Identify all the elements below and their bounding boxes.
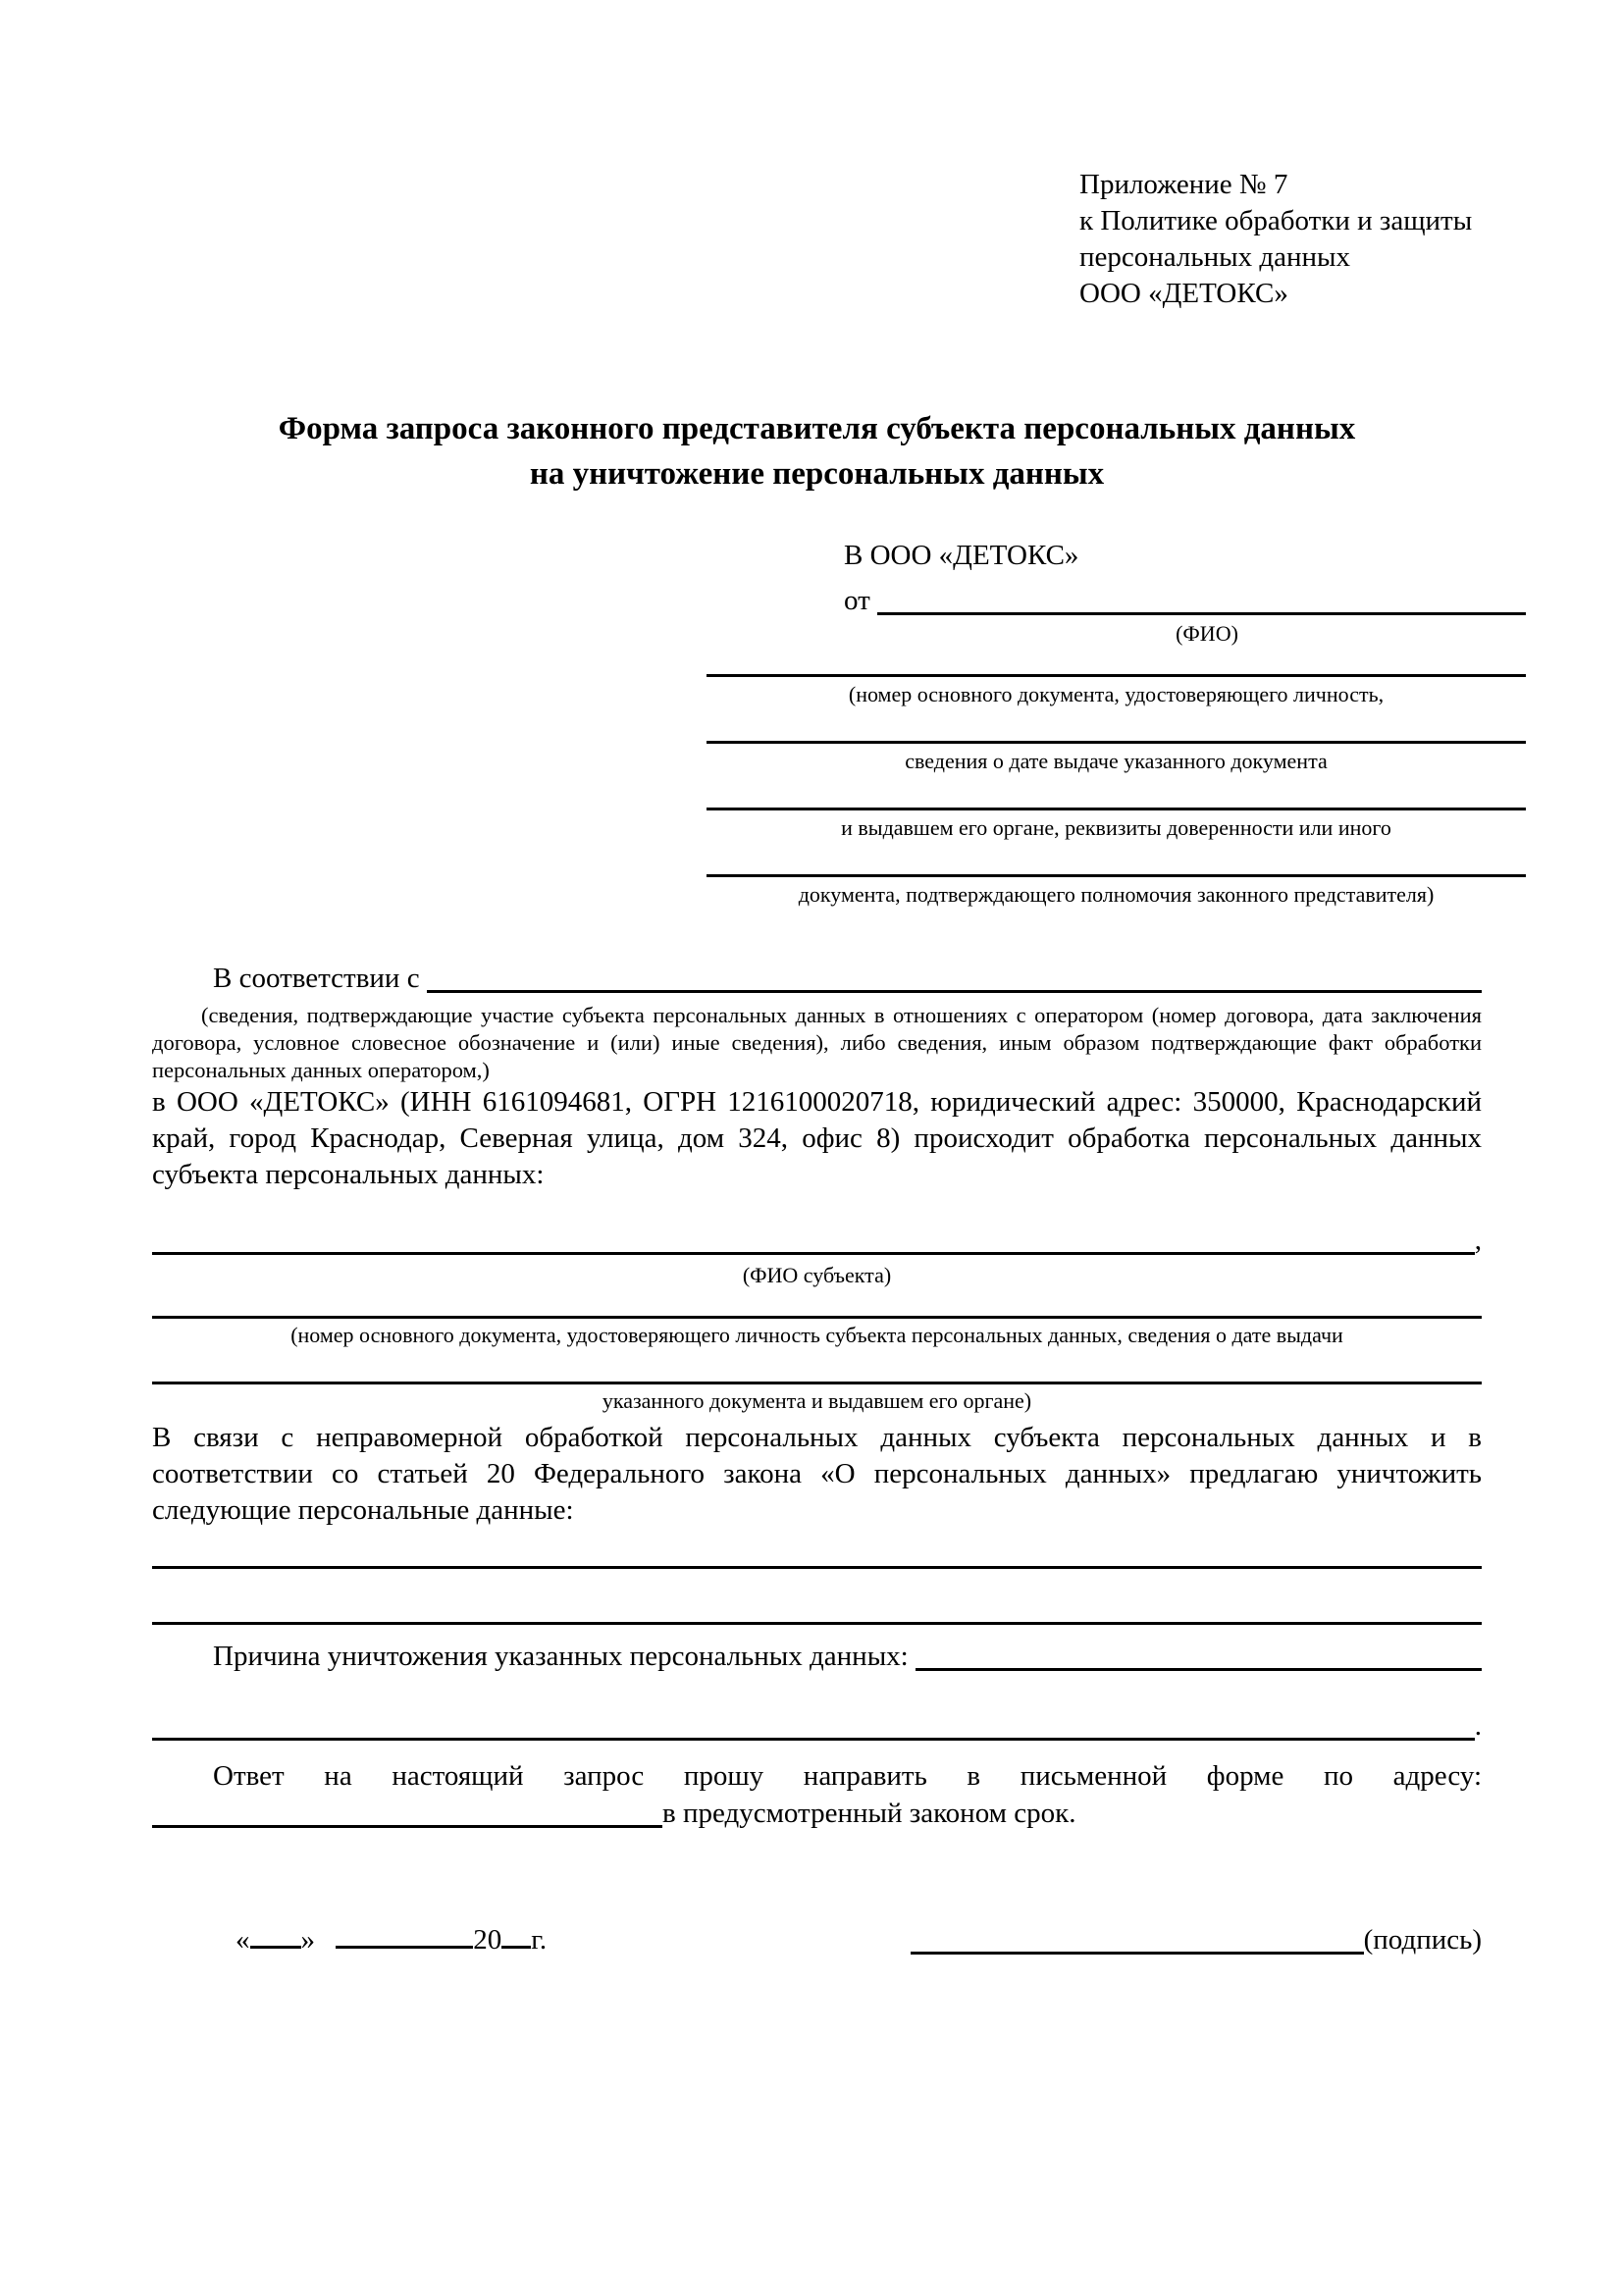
trailing-comma: ,	[1474, 1225, 1482, 1256]
quote-open: «	[236, 1924, 250, 1956]
fio-fill-line	[877, 612, 1526, 615]
subject-doc-line-1	[152, 1316, 1482, 1319]
subject-doc-row	[152, 1316, 1482, 1348]
date-day-line	[250, 1923, 301, 1949]
date-field	[236, 1922, 547, 1958]
reason-continuation-row	[152, 1708, 1482, 1745]
accordance-row	[152, 961, 1482, 997]
document-title	[152, 406, 1482, 496]
signature-line	[911, 1952, 1364, 1955]
subject-doc-caption-1: (номер основного документа, удостоверяющего личность субъекта персональных данных, сведения о дате выдачи	[290, 1323, 1343, 1347]
representative-doc-line	[707, 741, 1526, 744]
representative-doc-line	[707, 808, 1526, 810]
year-prefix: 20	[473, 1924, 502, 1956]
accordance-fill-line	[427, 990, 1482, 993]
document-title-line: на уничтожение персональных данных	[529, 456, 1105, 492]
reply-address-row	[152, 1796, 1482, 1832]
date-year-line	[501, 1923, 531, 1949]
subject-fio-row	[152, 1223, 1482, 1259]
fio-caption: (ФИО)	[1176, 621, 1238, 646]
document-title-line: Форма запроса законного представителя субъекта персональных данных	[278, 411, 1356, 446]
representative-doc-line	[707, 874, 1526, 877]
reason-row	[152, 1639, 1482, 1675]
appendix-line: персональных данных	[1079, 241, 1351, 273]
accordance-fineprint: (сведения, подтверждающие участие субъекта персональных данных в отношениях с оператором (номер договора, дата заключения договора, условное словесное обозначение и (или) иные сведения), либо сведения, иным образом подтверждающие факт обработки персональных данных оператором,)	[152, 1003, 1482, 1082]
addressee-block	[707, 538, 1526, 908]
subject-doc-line-2	[152, 1382, 1482, 1384]
representative-doc-caption: (номер основного документа, удостоверяющего личность,	[848, 682, 1385, 706]
representative-doc-row	[707, 741, 1526, 774]
year-suffix: г.	[531, 1924, 548, 1956]
representative-doc-caption: документа, подтверждающего полномочия законного представителя)	[798, 882, 1435, 907]
from-label: от	[844, 585, 878, 616]
representative-doc-row	[707, 674, 1526, 707]
signature-caption: (подпись)	[1363, 1924, 1482, 1956]
subject-fio-line	[152, 1252, 1475, 1255]
subject-doc-caption-2: указанного документа и выдавшем его органе)	[602, 1388, 1032, 1413]
representative-doc-caption: сведения о дате выдаче указанного документа	[905, 749, 1328, 773]
reason-fill-line	[916, 1668, 1482, 1671]
data-fill-line-2	[152, 1622, 1482, 1625]
data-fill-line-1	[152, 1566, 1482, 1569]
quote-close: »	[300, 1924, 323, 1956]
reply-address-fill-line	[152, 1825, 662, 1828]
footer	[152, 1922, 1482, 1958]
reply-tail: в предусмотренный законом срок.	[662, 1798, 1076, 1829]
addressee-from-row	[707, 583, 1526, 619]
reply-paragraph: Ответ на настоящий запрос прошу направить в письменной форме по адресу:	[213, 1760, 1482, 1792]
signature-block	[911, 1922, 1482, 1958]
representative-doc-row	[707, 874, 1526, 908]
subject-doc-row	[152, 1382, 1482, 1414]
trailing-period: .	[1474, 1710, 1482, 1742]
appendix-line: к Политике обработки и защиты	[1079, 205, 1473, 236]
reason-continuation-line	[152, 1738, 1475, 1741]
appendix-block	[1079, 167, 1482, 312]
subject-fio-caption: (ФИО субъекта)	[742, 1263, 892, 1287]
representative-doc-row	[707, 808, 1526, 841]
appendix-line: Приложение № 7	[1079, 169, 1288, 200]
demand-paragraph: В связи с неправомерной обработкой персональных данных субъекта персональных данных и в соответствии со статьей 20 Федерального закона «О персональных данных» предлагаю уничтожить следующие персональные данные:	[152, 1422, 1482, 1526]
operator-paragraph: в ООО «ДЕТОКС» (ИНН 6161094681, ОГРН 1216100020718, юридический адрес: 350000, Краснодарский край, город Краснодар, Северная улица, дом 324, офис 8) происходит обработка персональных данных субъекта персональных данных:	[152, 1086, 1482, 1190]
appendix-line: ООО «ДЕТОКС»	[1079, 278, 1288, 309]
representative-doc-line	[707, 674, 1526, 677]
reason-lead: Причина уничтожения указанных персональных данных:	[213, 1641, 916, 1672]
addressee-to: В ООО «ДЕТОКС»	[844, 540, 1079, 571]
date-month-line	[336, 1923, 473, 1949]
accordance-lead: В соответствии с	[213, 963, 427, 994]
representative-doc-caption: и выдавшем его органе, реквизиты доверенности или иного	[841, 815, 1391, 840]
